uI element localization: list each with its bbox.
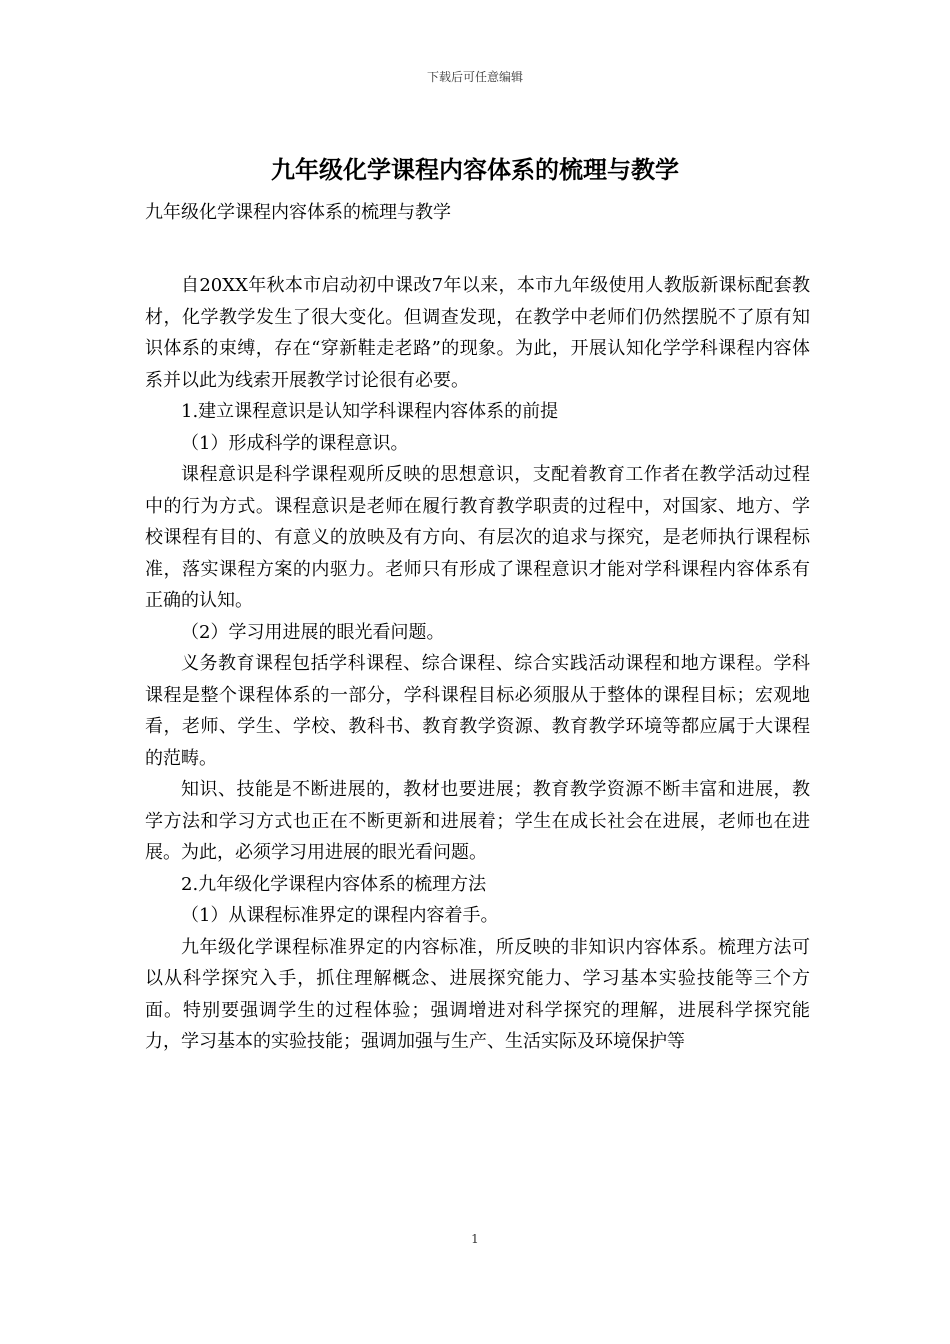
section-heading-2: 2.九年级化学课程内容体系的梳理方法	[181, 873, 487, 895]
paragraph-knowledge-skills: 知识、技能是不断进展的，教材也要进展；教育教学资源不断丰富和进展，教学方法和学习方式也正在不断更新和进展着；学生在成长社会在进展，老师也在进展。为此，必须学习用进展的眼光看问题。	[145, 779, 810, 863]
page-number: 1	[471, 1232, 479, 1246]
paragraph-curriculum-standard: 九年级化学课程标准界定的内容标准，所反映的非知识内容体系。梳理方法可以从科学探究入手，抓住理解概念、进展探究能力、学习基本实验技能等三个方面。特别要强调学生的过程体验；强调增进对科学探究的理解，进展科学探究能力，学习基本的实验技能；强调加强与生产、生活实际及环境保护等	[145, 936, 810, 1052]
paragraph-compulsory-education: 义务教育课程包括学科课程、综合课程、综合实践活动课程和地方课程。学科课程是整个课程体系的一部分，学科课程目标必须服从于整体的课程目标；宏观地看，老师、学生、学校、教科书、教育教学资源、教育教学环境等都应属于大课程的范畴。	[145, 653, 810, 769]
header-note: 下载后可任意编辑	[426, 70, 523, 84]
subsection-heading-1-2: （2）学习用进展的眼光看问题。	[181, 621, 445, 643]
document-body	[145, 270, 810, 1058]
subsection-heading-2-1: （1）从课程标准界定的课程内容着手。	[181, 905, 499, 926]
section-heading-1: 1.建立课程意识是认知学科课程内容体系的前提	[181, 401, 559, 422]
paragraph-intro: 自20XX年秋本市启动初中课改7年以来，本市九年级使用人教版新课标配套教材，化学教学发生了很大变化。但调查发现，在教学中老师们仍然摆脱不了原有知识体系的束缚，存在“穿新鞋走老路”的现象。为此，开展认知化学学科课程内容体系并以此为线索开展教学讨论很有必要。	[145, 275, 810, 391]
paragraph-course-awareness: 课程意识是科学课程观所反映的思想意识，支配着教育工作者在教学活动过程中的行为方式。课程意识是老师在履行教育教学职责的过程中，对国家、地方、学校课程有目的、有意义的放映及有方向、有层次的追求与探究，是老师执行课程标准，落实课程方案的内驱力。老师只有形成了课程意识才能对学科课程内容体系有正确的认知。	[145, 464, 810, 611]
document-title: 九年级化学课程内容体系的梳理与教学	[271, 156, 679, 184]
subsection-heading-1-1: （1）形成科学的课程意识。	[181, 432, 409, 454]
document-subtitle: 九年级化学课程内容体系的梳理与教学	[145, 202, 451, 223]
